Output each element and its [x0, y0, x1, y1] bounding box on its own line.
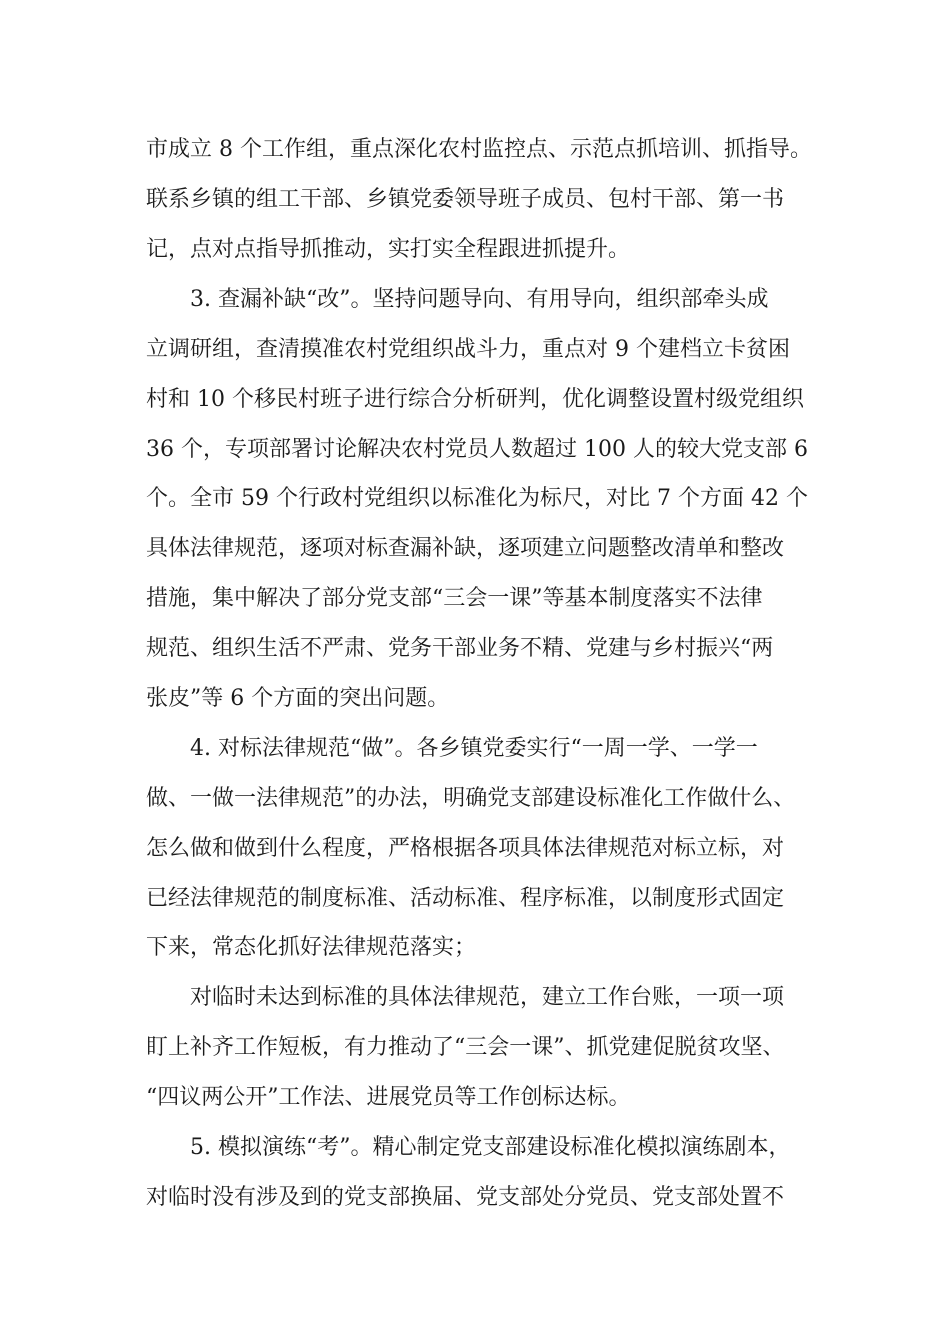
- text-line: 市成立 8 个工作组，重点深化农村监控点、示范点抓培训、抓指导。: [146, 137, 812, 162]
- text-line: 规范、组织生活不严肃、党务干部业务不精、党建与乡村振兴“两: [146, 636, 774, 661]
- text-line: 张皮”等 6 个方面的突出问题。: [146, 686, 450, 711]
- text-line: 立调研组，查清摸准农村党组织战斗力，重点对 9 个建档立卡贫困: [146, 337, 790, 362]
- text-line: 具体法律规范，逐项对标查漏补缺，逐项建立问题整改清单和整改: [146, 536, 785, 561]
- text-line: 个。全市 59 个行政村党组织以标准化为标尺，对比 7 个方面 42 个: [146, 486, 808, 511]
- text-line: 措施，集中解决了部分党支部“三会一课”等基本制度落实不法律: [146, 586, 763, 611]
- text-line: 36 个，专项部署讨论解决农村党员人数超过 100 人的较大党支部 6: [146, 437, 808, 462]
- text-line: “四议两公开”工作法、进展党员等工作创标达标。: [146, 1085, 631, 1110]
- text-line: 村和 10 个移民村班子进行综合分析研判，优化调整设置村级党组织: [146, 387, 804, 412]
- paragraph-first-line: 3. 查漏补缺“改”。坚持问题导向、有用导向，组织部牵头成: [190, 287, 769, 312]
- text-line: 记，点对点指导抓推动，实打实全程跟进抓提升。: [146, 237, 631, 262]
- text-line: 做、一做一法律规范”的办法，明确党支部建设标准化工作做什么、: [146, 786, 796, 811]
- paragraph-first-line: 4. 对标法律规范“做”。各乡镇党委实行“一周一学、一学一: [190, 736, 758, 761]
- text-line: 盯上补齐工作短板，有力推动了“三会一课”、抓党建促脱贫攻坚、: [146, 1035, 785, 1060]
- paragraph-first-line: 5. 模拟演练“考”。精心制定党支部建设标准化模拟演练剧本，: [190, 1135, 791, 1160]
- text-line: 怎么做和做到什么程度，严格根据各项具体法律规范对标立标，对: [146, 836, 785, 861]
- paragraph-first-line: 对临时未达到标准的具体法律规范，建立工作台账，一项一项: [190, 985, 785, 1010]
- text-line: 对临时没有涉及到的党支部换届、党支部处分党员、党支部处置不: [146, 1185, 785, 1210]
- text-line: 已经法律规范的制度标准、活动标准、程序标准，以制度形式固定: [146, 886, 785, 911]
- text-line: 下来，常态化抓好法律规范落实；: [146, 935, 477, 960]
- text-line: 联系乡镇的组工干部、乡镇党委领导班子成员、包村干部、第一书: [146, 187, 785, 212]
